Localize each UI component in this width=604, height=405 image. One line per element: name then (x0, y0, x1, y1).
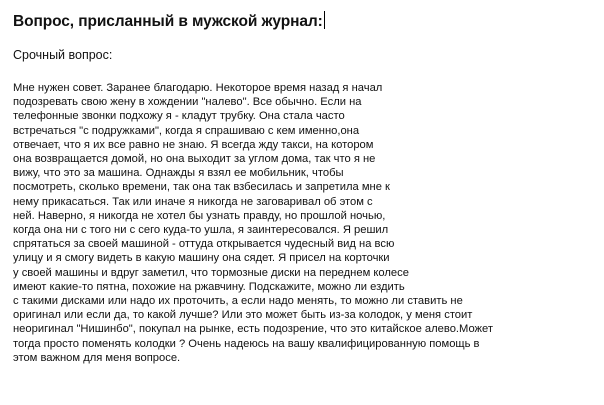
body-line: отвечает, что я их все равно не знаю. Я всегда жду такси, на котором (13, 138, 374, 151)
body-line: этом важном для меня вопросе. (13, 351, 181, 364)
body-line: с такими дисками или надо их проточить, а если надо менять, то можно ли ставить не (13, 295, 463, 308)
body-line: встречаться "с подружками", когда я спрашиваю с кем именно,она (13, 124, 360, 137)
body-line: вижу, что это за машина. Однажды я взял ее мобильник, чтобы (13, 167, 344, 180)
text-cursor (324, 11, 325, 29)
letter-body (13, 81, 598, 365)
body-line: тогда просто поменять колодки ? Очень надеюсь на вашу квалифицированную помощь в (13, 337, 480, 350)
body-line: оригинал или если да, то какой лучше? Или это может быть из-за колодок, у меня стоит (13, 309, 473, 322)
subtitle: Срочный вопрос: (13, 48, 113, 62)
body-line: у своей машины и вдруг заметил, что тормозные диски на переднем колесе (13, 266, 409, 279)
body-line: телефонные звонки подхожу я - кладут трубку. Она стала часто (13, 110, 345, 123)
body-line: ней. Наверно, я никогда не хотел бы узнать правду, но прошлой ночью, (13, 209, 386, 222)
body-line: Мне нужен совет. Заранее благодарю. Некоторое время назад я начал (13, 82, 383, 94)
body-line: спрятаться за своей машиной - оттуда открывается чудесный вид на всю (13, 238, 395, 251)
body-line: она возвращается домой, но она выходит за углом дома, так что я не (13, 153, 376, 166)
body-line: неоригинал "Нишинбо", покупал на рынке, есть подозрение, что это китайское алево.Может (13, 323, 494, 336)
title-text: Вопрос, присланный в мужской журнал: (13, 13, 323, 30)
body-line: когда она ни с того ни с сего куда-то ушла, я заинтересовался. Я решил (13, 224, 389, 237)
body-line: нему прикасаться. Так или иначе я никогда не заговаривал об этом с (13, 195, 373, 208)
body-line: имеют какие-то пятна, похожие на ржавчину. Подскажите, можно ли ездить (13, 280, 405, 293)
body-line: улицу и я смогу видеть в какую машину она сядет. Я присел на корточки (13, 252, 390, 265)
body-line: подозревать свою жену в хождении "налево". Все обычно. Если на (13, 96, 362, 109)
body-line: посмотреть, сколько времени, так она так взбесилась и запретила мне к (13, 181, 390, 194)
page-title (13, 11, 325, 31)
